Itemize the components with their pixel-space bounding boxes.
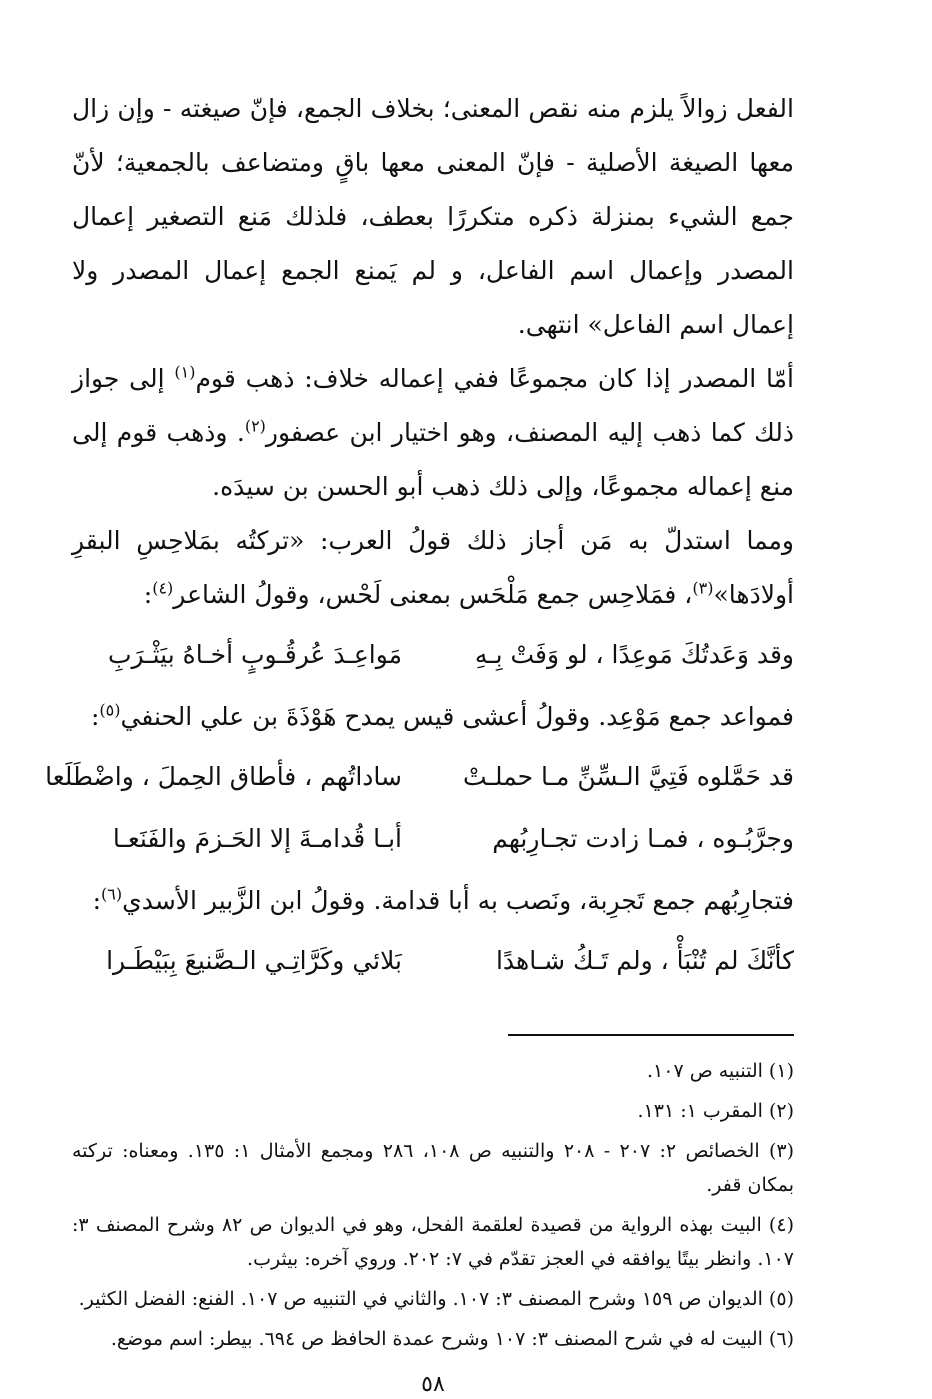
paragraph-3-part-b: ، فمَلاحِس جمع مَلْحَس بمعنى لَحْس، وقولُ الشاعر — [173, 580, 693, 609]
footnote-marker-2[interactable]: (٢) — [244, 416, 266, 436]
paragraph-5 — [72, 874, 794, 928]
paragraph-2-part-b: إلى جواز ذلك كما ذهب إليه المصنف، وهو اختيار ابن عصفور — [72, 364, 794, 447]
footnote-6: (٦) البيت له في شرح المصنف ٣: ١٠٧ وشرح عمدة الحافظ ص ٦٩٤. بيطر: اسم موضع. — [110, 1328, 794, 1350]
footnote-marker-6[interactable]: (٦) — [101, 884, 123, 904]
verse-1-second-hemistich: مَواعِـدَ عُرقُـوبٍ أخـاهُ بيَثْـرَبِ — [107, 640, 402, 669]
footnote-marker-4[interactable]: (٤) — [152, 578, 174, 598]
paragraph-5-part-a: فتجارِبُهم جمع تَجرِبة، ونَصب به أبا قدامة. وقولُ ابن الزَّبير الأسدي — [122, 886, 794, 915]
verse-2 — [45, 750, 794, 804]
footnote-marker-3[interactable]: (٣) — [692, 578, 714, 598]
verse-3 — [72, 812, 794, 866]
paragraph-3-part-a: ومما استدلّ به مَن أجاز ذلك قولُ العرب: «تركتُه بمَلاحِسِ البقرِ أولادَها» — [72, 526, 795, 609]
footnote-marker-5[interactable]: (٥) — [99, 700, 121, 720]
paragraph-1: الفعل زوالاً يلزم منه نقص المعنى؛ بخلاف الجمع، فإنّ صيغته - وإن زال معها الصيغة الأصلية - فإنّ المعنى معها باقٍ ومتضاعف بالجمعية؛ لأنّ جمع الشيء بمنزلة ذكره متكررًا بعطف، فلذلك مَنع التصغير إعمال المصدر وإعمال اسم الفاعل، و لم يَمنع الجمع إعمال المصدر ولا إعمال اسم الفاعل» انتهى. — [72, 94, 794, 339]
paragraph-4-part-b: : — [90, 702, 100, 731]
footnote-5: (٥) الديوان ص ١٥٩ وشرح المصنف ٣: ١٠٧. والثاني في التنبيه ص ١٠٧. الفنع: الفضل الكثير. — [78, 1288, 794, 1310]
footnote-1: (١) التنبيه ص ١٠٧. — [646, 1060, 794, 1082]
verse-4-first-hemistich: كأنَّكَ لم تُنْبَأْ ، ولم تَـكُ شـاهدًا — [495, 946, 794, 975]
footnote-separator — [508, 1034, 794, 1036]
verse-1 — [72, 628, 794, 682]
verse-2-second-hemistich: ساداتُهم ، فأطاق الحِملَ ، واضْطَلَعا — [45, 762, 402, 791]
footnote-3: (٣) الخصائص ٢: ٢٠٧ - ٢٠٨ والتنبيه ص ١٠٨، ٢٨٦ ومجمع الأمثال ١: ١٣٥. ومعناه: تركته بمكان قفر. — [72, 1140, 795, 1196]
paragraph-5-part-b: : — [92, 886, 102, 915]
page-number: ٥٨ — [421, 1372, 445, 1397]
paragraph-2 — [72, 352, 794, 514]
paragraph-4 — [72, 690, 794, 744]
paragraph-3-part-c: : — [143, 580, 153, 609]
footnotes — [72, 1054, 794, 1356]
footnote-4: (٤) البيت بهذه الرواية من قصيدة لعلقمة الفحل، وهو في الديوان ص ٨٢ وشرح المصنف ٣: ١٠٧. وانظر بيتًا يوافقه في العجز تقدّم في ٧: ٢٠٢. وروي آخره: بيثرب. — [72, 1214, 794, 1270]
paragraph-3 — [72, 514, 794, 622]
paragraph-2-part-c: . وذهب قوم إلى منع إعماله مجموعًا، وإلى ذلك ذهب أبو الحسن بن سيدَه. — [72, 418, 794, 501]
verse-2-first-hemistich: قد حَمَّلوه فَتِيَّ الـسِّنِّ مـا حملـتْ — [463, 762, 794, 791]
verse-4 — [72, 934, 794, 988]
verse-4-second-hemistich: بَلائي وكَرَّاتِـي الـصَّنيعَ بِبَيْطَـرا — [106, 946, 402, 975]
footnote-2: (٢) المقرب ١: ١٣١. — [637, 1100, 794, 1122]
verse-1-first-hemistich: وقد وَعَدتُكَ مَوعِدًا ، لو وَفَتْ بِـهِ — [474, 640, 794, 669]
page-body — [45, 82, 795, 1397]
verse-3-first-hemistich: وجرَّبُـوه ، فمـا زادت تجـارِبُهم — [492, 824, 794, 853]
paragraph-4-part-a: فمواعد جمع مَوْعِد. وقولُ أعشى قيس يمدح هَوْذَةَ بن علي الحنفي — [120, 702, 794, 731]
verse-3-second-hemistich: أبـا قُدامـةَ إلا الحَـزمَ والفَنَعـا — [112, 824, 402, 853]
footnote-marker-1[interactable]: (١) — [174, 362, 196, 382]
paragraph-2-part-a: أمّا المصدر إذا كان مجموعًا ففي إعماله خلاف: ذهب قوم — [195, 364, 794, 393]
